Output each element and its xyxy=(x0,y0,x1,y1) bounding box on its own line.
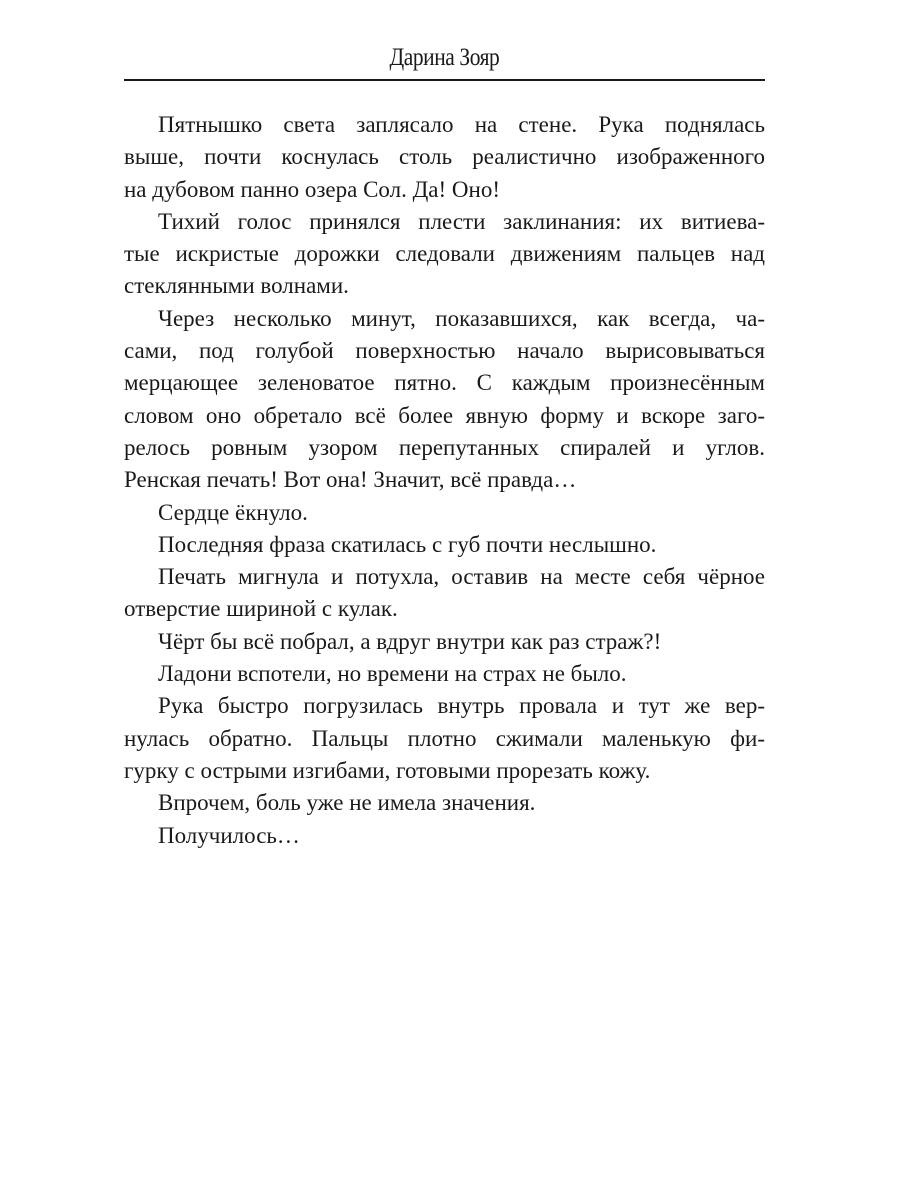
text-line: Ладони вспотели, но времени на страх не было. xyxy=(158,661,627,687)
text-line: словом оно обретало всё более явную форму и вскоре заго- xyxy=(124,402,765,428)
paragraph xyxy=(124,787,765,819)
paragraph xyxy=(124,497,765,529)
text-line: Рука быстро погрузилась внутрь провала и тут же вер- xyxy=(158,693,765,719)
paragraph xyxy=(124,658,765,690)
body-text xyxy=(124,109,765,852)
text-line: Через несколько минут, показавшихся, как всегда, ча- xyxy=(158,305,765,331)
text-line: мерцающее зеленоватое пятно. С каждым произнесённым xyxy=(124,370,765,396)
paragraph xyxy=(124,690,765,787)
text-line: релось ровным узором перепутанных спиралей и углов. xyxy=(124,434,765,460)
text-line: Ренская печать! Вот она! Значит, всё правда… xyxy=(124,467,577,493)
text-line: Печать мигнула и потухла, оставив на месте себя чёрное xyxy=(158,564,765,590)
paragraph xyxy=(124,303,765,497)
paragraph xyxy=(124,529,765,561)
header-rule xyxy=(124,79,765,81)
text-line: Последняя фраза скатилась с губ почти неслышно. xyxy=(158,531,657,557)
text-line: Сердце ёкнуло. xyxy=(158,499,308,525)
text-line: отверстие шириной с кулак. xyxy=(124,596,398,622)
text-line: Получилось… xyxy=(158,822,300,848)
text-line: тые искристые дорожки следовали движениям пальцев над xyxy=(124,241,765,267)
paragraph xyxy=(124,820,765,852)
paragraph xyxy=(124,109,765,206)
text-line: Впрочем, боль уже не имела значения. xyxy=(158,790,536,816)
text-line: гурку с острыми изгибами, готовыми прорезать кожу. xyxy=(124,757,651,783)
text-line: Пятнышко света заплясало на стене. Рука поднялась xyxy=(158,112,765,137)
text-line: стеклянными волнами. xyxy=(124,273,349,299)
paragraph xyxy=(124,561,765,626)
text-line: на дубовом панно озера Сол. Да! Оно! xyxy=(124,176,500,202)
text-line: сами, под голубой поверхностью начало вырисовываться xyxy=(124,338,765,364)
running-head-author: Дарина Зояр xyxy=(389,44,500,71)
text-line: Чёрт бы всё побрал, а вдруг внутри как раз страж?! xyxy=(158,628,662,654)
text-line: Тихий голос принялся плести заклинания: их витиева- xyxy=(158,208,765,234)
paragraph xyxy=(124,626,765,658)
paragraph xyxy=(124,206,765,303)
text-line: нулась обратно. Пальцы плотно сжимали маленькую фи- xyxy=(124,725,765,751)
text-line: выше, почти коснулась столь реалистично изображенного xyxy=(124,144,765,170)
